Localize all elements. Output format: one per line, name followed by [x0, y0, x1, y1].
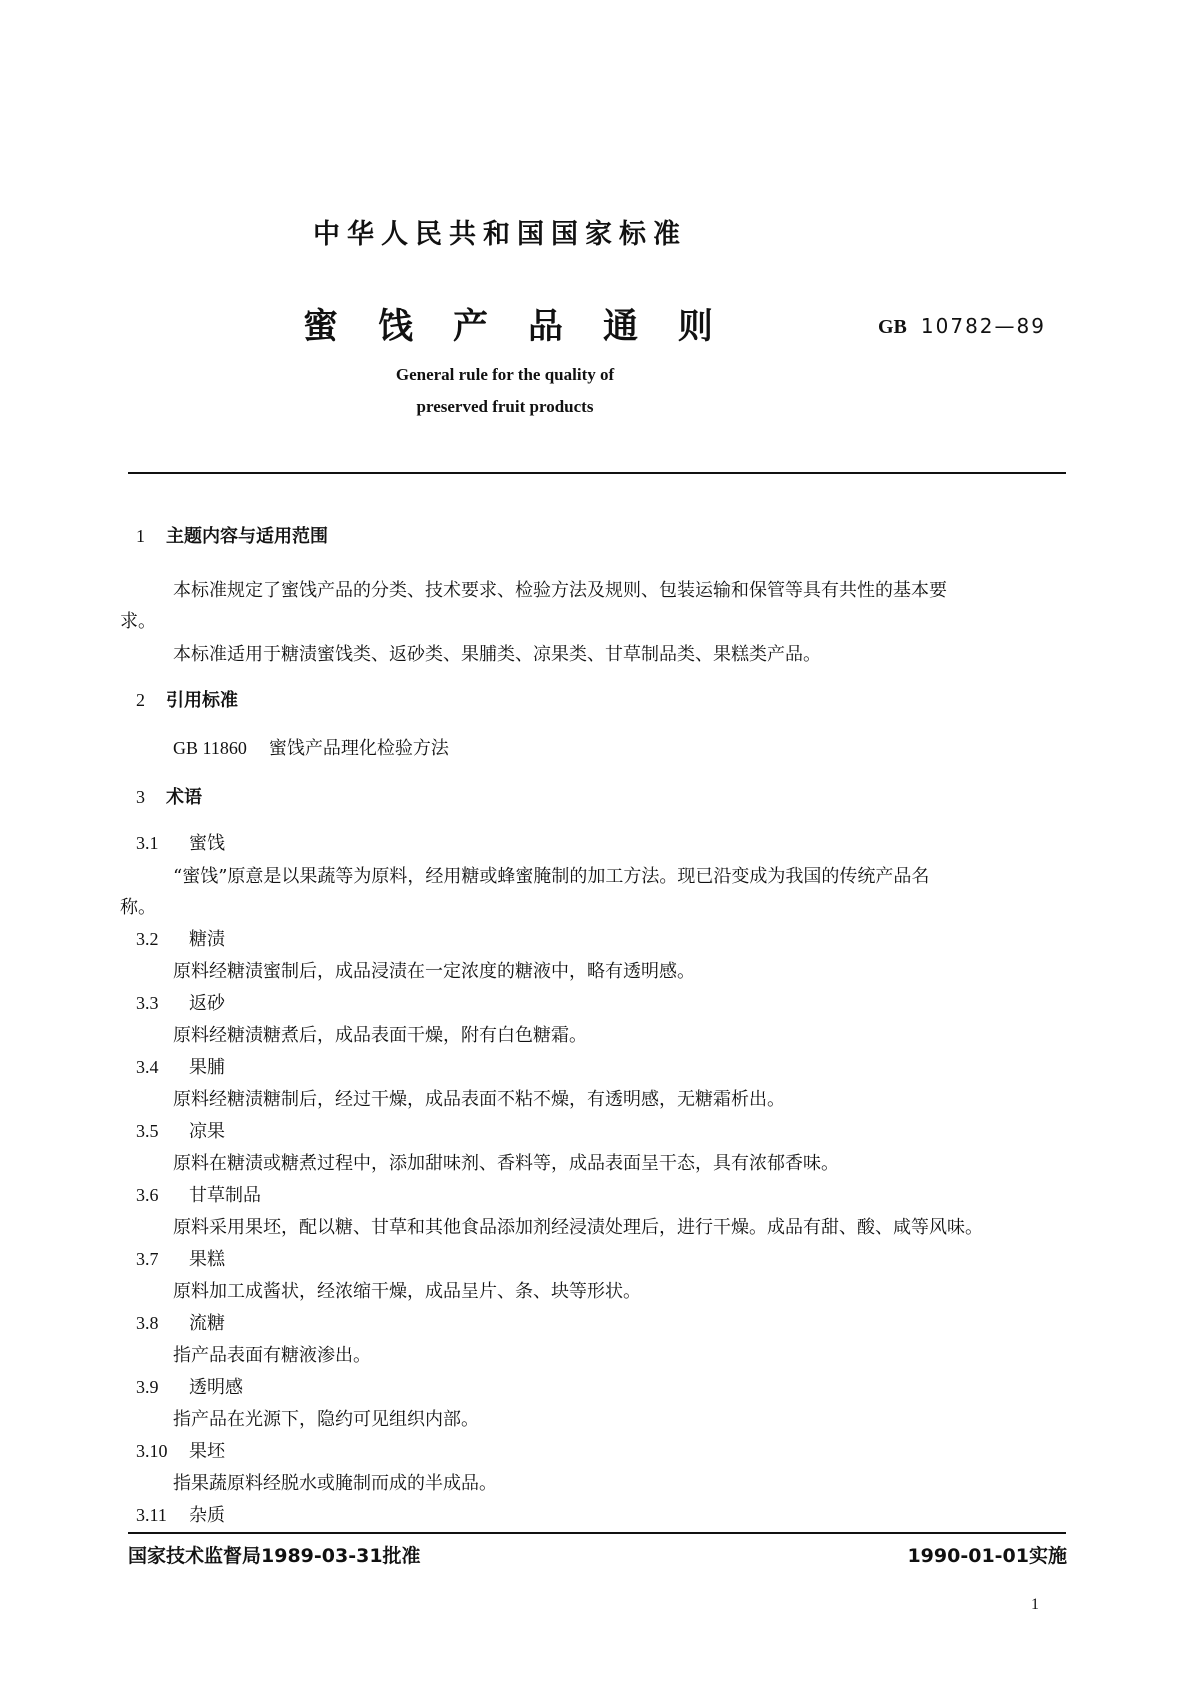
term-definition: 指产品表面有糖液渗出。 — [173, 1345, 371, 1366]
term-heading — [136, 829, 225, 855]
referenced-standard-code: GB 11860 — [173, 738, 247, 758]
title-char: 通 — [602, 307, 638, 347]
section-heading-1 — [136, 522, 328, 548]
term-heading — [136, 1373, 243, 1399]
term-definition: 原料在糖渍或糖煮过程中，添加甜味剂、香料等，成品表面呈干态，具有浓郁香味。 — [173, 1153, 839, 1174]
term-number: 3.5 — [136, 1121, 159, 1141]
title-char: 饯 — [377, 307, 413, 347]
standard-code-number: 10782—89 — [920, 314, 1046, 338]
title-char: 则 — [677, 307, 713, 347]
term-name: 果坯 — [189, 1441, 225, 1462]
term-heading — [136, 1501, 225, 1527]
term-name: 流糖 — [189, 1313, 225, 1334]
page-number: 1 — [1031, 1596, 1039, 1613]
term-definition: 原料经糖渍蜜制后，成品浸渍在一定浓度的糖液中，略有透明感。 — [173, 961, 695, 982]
term-number: 3.10 — [136, 1441, 168, 1461]
term-number: 3.8 — [136, 1313, 159, 1333]
section-number: 1 — [136, 526, 145, 546]
section-number: 3 — [136, 787, 145, 807]
section-heading-3 — [136, 783, 202, 809]
standard-code — [878, 314, 1046, 339]
approval-issuer-date: 国家技术监督局1989-03-31批准 — [128, 1545, 421, 1567]
term-name: 果脯 — [189, 1057, 225, 1078]
referenced-standard-title: 蜜饯产品理化检验方法 — [268, 738, 449, 759]
section-title: 主题内容与适用范围 — [166, 526, 328, 547]
english-title-line-2: preserved fruit products — [416, 397, 594, 416]
term-definition-line-1: “蜜饯”原意是以果蔬等为原料，经用糖或蜂蜜腌制的加工方法。现已沿变成为我国的传统产品名 — [173, 866, 930, 887]
term-heading — [136, 1053, 225, 1079]
paragraph-scope-line-2: 求。 — [120, 611, 156, 632]
title-char: 品 — [527, 307, 563, 347]
term-number: 3.9 — [136, 1377, 159, 1397]
title-char: 产 — [452, 307, 488, 347]
term-definition: 原料采用果坯，配以糖、甘草和其他食品添加剂经浸渍处理后，进行干燥。成品有甜、酸、咸等风味。 — [173, 1217, 983, 1238]
term-heading — [136, 925, 225, 951]
term-number: 3.6 — [136, 1185, 159, 1205]
term-name: 返砂 — [189, 993, 225, 1014]
paragraph-scope-line-1: 本标准规定了蜜饯产品的分类、技术要求、检验方法及规则、包装运输和保管等具有共性的基本要 — [173, 580, 947, 601]
term-number: 3.4 — [136, 1057, 159, 1077]
term-definition: 原料加工成酱状，经浓缩干燥，成品呈片、条、块等形状。 — [173, 1281, 641, 1302]
term-definition: 原料经糖渍糖煮后，成品表面干燥，附有白色糖霜。 — [173, 1025, 587, 1046]
standard-code-prefix: GB — [878, 316, 907, 338]
section-title: 术语 — [166, 787, 202, 808]
title-char: 蜜 — [303, 307, 339, 347]
term-name: 甘草制品 — [189, 1185, 261, 1206]
term-heading — [136, 989, 225, 1015]
term-heading — [136, 1245, 225, 1271]
term-definition: 原料经糖渍糖制后，经过干燥，成品表面不粘不燥，有透明感，无糖霜析出。 — [173, 1089, 785, 1110]
term-name: 凉果 — [189, 1121, 225, 1142]
referenced-standard — [173, 734, 449, 760]
section-title: 引用标准 — [166, 690, 238, 711]
paragraph-applicability: 本标准适用于糖渍蜜饯类、返砂类、果脯类、凉果类、甘草制品类、果糕类产品。 — [173, 644, 821, 665]
national-standard-header: 中华人民共和国国家标准 — [313, 219, 687, 250]
term-number: 3.7 — [136, 1249, 159, 1269]
document-title — [303, 299, 713, 349]
section-heading-2 — [136, 686, 238, 712]
term-name: 果糕 — [189, 1249, 225, 1270]
term-heading — [136, 1309, 225, 1335]
header-divider — [128, 472, 1066, 474]
term-number: 3.2 — [136, 929, 159, 949]
term-heading — [136, 1117, 225, 1143]
term-name: 透明感 — [189, 1377, 243, 1398]
term-heading — [136, 1437, 225, 1463]
term-definition: 指果蔬原料经脱水或腌制而成的半成品。 — [173, 1473, 497, 1494]
term-name: 杂质 — [189, 1505, 225, 1526]
term-number: 3.1 — [136, 833, 159, 853]
footer-divider — [128, 1532, 1066, 1534]
term-name: 蜜饯 — [189, 833, 225, 854]
section-number: 2 — [136, 690, 145, 710]
term-name: 糖渍 — [189, 929, 225, 950]
term-number: 3.3 — [136, 993, 159, 1013]
english-title-line-1: General rule for the quality of — [395, 365, 615, 384]
effective-date: 1990-01-01实施 — [907, 1545, 1067, 1567]
term-definition: 指产品在光源下，隐约可见组织内部。 — [173, 1409, 479, 1430]
term-number: 3.11 — [136, 1505, 167, 1525]
term-definition-line-2: 称。 — [120, 897, 156, 918]
term-heading — [136, 1181, 261, 1207]
